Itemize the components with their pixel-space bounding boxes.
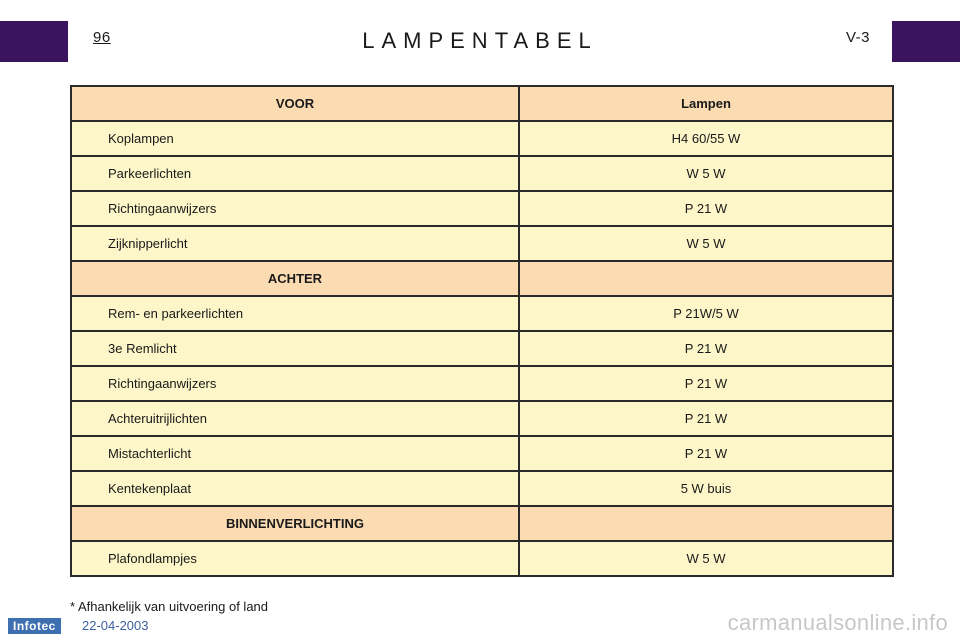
table-row [71, 436, 893, 471]
lamp-value: P 21 W [519, 401, 893, 436]
section-header-achter [71, 261, 893, 296]
lamp-value: P 21 W [519, 331, 893, 366]
table-row [71, 366, 893, 401]
lamp-name: Rem- en parkeerlichten [71, 296, 519, 331]
lamp-name: Achteruitrijlichten [71, 401, 519, 436]
page-number: 96 [93, 29, 111, 46]
lamp-value: P 21W/5 W [519, 296, 893, 331]
table-row [71, 401, 893, 436]
lamp-name: Richtingaanwijzers [71, 191, 519, 226]
table-row [71, 156, 893, 191]
lamp-value: H4 60/55 W [519, 121, 893, 156]
section-code: V-3 [845, 29, 870, 46]
lamp-value: P 21 W [519, 436, 893, 471]
lamp-value: W 5 W [519, 541, 893, 576]
lamp-name: Richtingaanwijzers [71, 366, 519, 401]
lamp-value: W 5 W [519, 156, 893, 191]
table-row [71, 296, 893, 331]
footer-date: 22-04-2003 [82, 618, 149, 633]
table-row [71, 331, 893, 366]
watermark: carmanualsonline.info [727, 610, 948, 635]
lamp-value: P 21 W [519, 191, 893, 226]
lamp-value: P 21 W [519, 366, 893, 401]
section-heading: VOOR [71, 86, 519, 121]
section-heading: ACHTER [71, 261, 519, 296]
lamp-name: Zijknipperlicht [71, 226, 519, 261]
table-row [71, 121, 893, 156]
lamp-name: Parkeerlichten [71, 156, 519, 191]
lamp-name: Kentekenplaat [71, 471, 519, 506]
section-heading: BINNENVERLICHTING [71, 506, 519, 541]
lamp-name: Koplampen [71, 121, 519, 156]
table-row [71, 191, 893, 226]
lamp-table [70, 85, 894, 577]
table-row [71, 541, 893, 576]
footnote: * Afhankelijk van uitvoering of land [70, 599, 269, 614]
section-heading-right [519, 261, 893, 296]
section-header-binnenverlichting [71, 506, 893, 541]
table-row [71, 226, 893, 261]
section-heading-right [519, 506, 893, 541]
lamp-name: 3e Remlicht [71, 331, 519, 366]
lamp-value: W 5 W [519, 226, 893, 261]
page-title: LAMPENTABEL [362, 28, 598, 53]
table-row [71, 471, 893, 506]
lamp-name: Mistachterlicht [71, 436, 519, 471]
lamp-name: Plafondlampjes [71, 541, 519, 576]
lamp-value: 5 W buis [519, 471, 893, 506]
section-header-voor [71, 86, 893, 121]
infotec-badge: Infotec [8, 618, 61, 634]
column-heading-lampen: Lampen [519, 86, 893, 121]
